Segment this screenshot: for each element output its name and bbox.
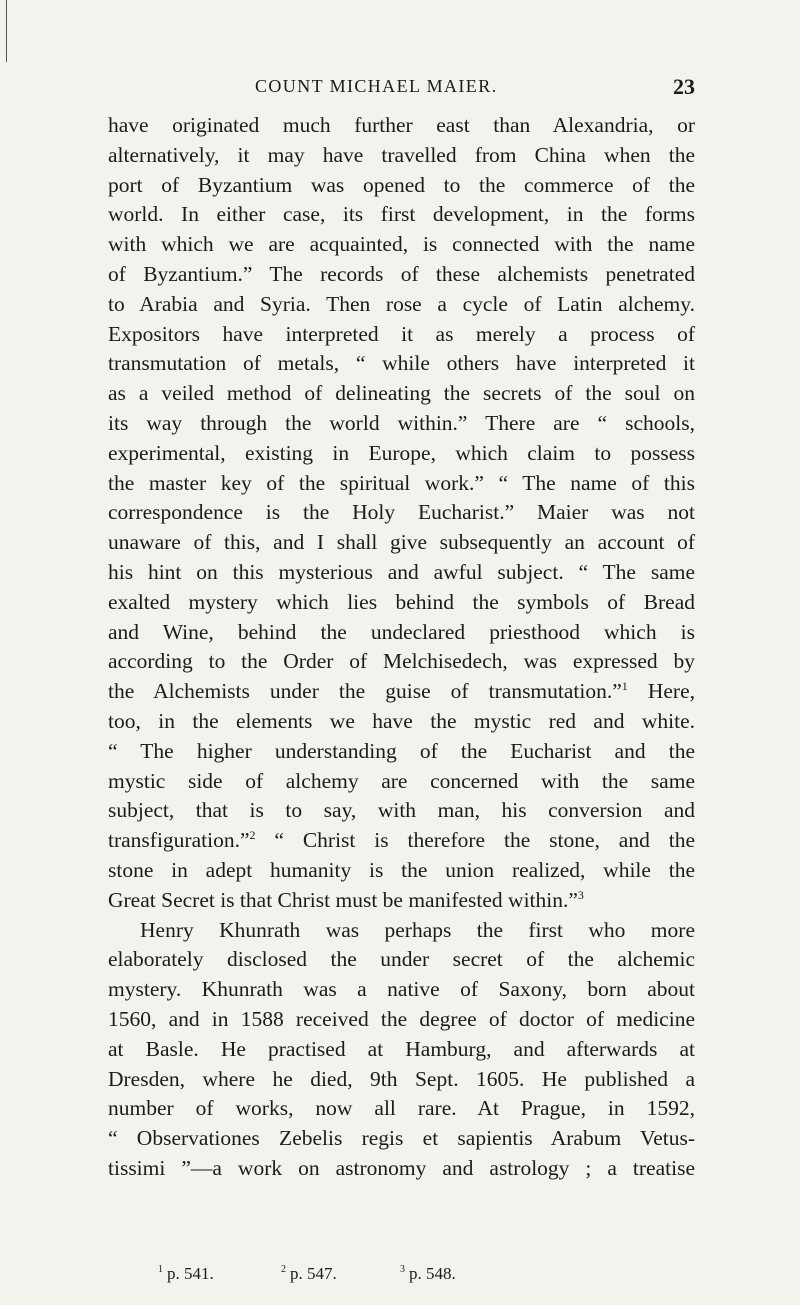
text-line [108, 409, 695, 439]
text-line [108, 498, 695, 528]
text-line [108, 260, 695, 290]
text-line [108, 111, 695, 141]
text-line-content: the master key of the spiritual work.” “ The name of this [108, 470, 695, 495]
text-line-content: “ Observationes Zebelis regis et sapientis Arabum Vetus- [108, 1126, 695, 1151]
text-line [108, 707, 695, 737]
body-text [108, 111, 695, 1184]
text-line [108, 588, 695, 618]
text-line [108, 200, 695, 230]
text-line-content: exalted mystery which lies behind the symbols of Bread [108, 589, 695, 614]
text-line [108, 379, 695, 409]
text-line [108, 469, 695, 499]
text-line [108, 290, 695, 320]
text-line-content: experimental, existing in Europe, which claim to possess [108, 440, 695, 465]
text-line-content: 1560, and in 1588 received the degree of doctor of medicine [108, 1006, 695, 1031]
text-line-content: Henry Khunrath was perhaps the first who more [140, 917, 695, 942]
text-line [108, 647, 695, 677]
text-line [108, 1094, 695, 1124]
text-line [108, 230, 695, 260]
text-line-content: subject, that is to say, with man, his conversion and [108, 798, 695, 823]
footnote-text: p. 541. [167, 1264, 214, 1283]
running-head-title: COUNT MICHAEL MAIER. [255, 76, 498, 96]
text-line-content: too, in the elements we have the mystic red and white. [108, 708, 695, 733]
text-line-content: his hint on this mysterious and awful subject. “ The same [108, 559, 695, 584]
text-line [108, 737, 695, 767]
text-line [108, 796, 695, 826]
footnote-reference: 3 [577, 887, 584, 902]
text-line [108, 975, 695, 1005]
text-line [108, 141, 695, 171]
text-line [108, 320, 695, 350]
footnote-text: p. 548. [409, 1264, 456, 1283]
text-line-content: Expositors have interpreted it as merely a process of [108, 321, 695, 346]
text-line-content: according to the Order of Melchisedech, was expressed by [108, 649, 695, 674]
text-line [108, 767, 695, 797]
text-line-content: its way through the world within.” There are “ schools, [108, 410, 695, 435]
text-line [108, 677, 695, 707]
text-line [108, 1065, 695, 1095]
text-line [108, 171, 695, 201]
text-line [108, 349, 695, 379]
text-line-content: port of Byzantium was opened to the commerce of the [108, 172, 695, 197]
text-line-content: as a veiled method of delineating the secrets of the soul on [108, 381, 695, 406]
footnote-text: p. 547. [290, 1264, 337, 1283]
text-line-content: number of works, now all rare. At Prague, in 1592, [108, 1096, 695, 1121]
text-line [108, 1035, 695, 1065]
footnote [158, 1264, 214, 1284]
footnote [281, 1264, 337, 1284]
text-line [108, 916, 695, 946]
text-line-content: alternatively, it may have travelled from China when the [108, 142, 695, 167]
text-line-content: transmutation of metals, “ while others have interpreted it [108, 351, 695, 376]
text-line-content: Dresden, where he died, 9th Sept. 1605. He published a [108, 1066, 695, 1091]
text-line-content: correspondence is the Holy Eucharist.” Maier was not [108, 500, 695, 525]
text-line-content: at Basle. He practised at Hamburg, and afterwards at [108, 1036, 695, 1061]
text-line [108, 1124, 695, 1154]
text-line [108, 826, 695, 856]
footnote-reference: 1 [621, 679, 628, 694]
footnotes [158, 1264, 658, 1290]
text-line-content: tissimi ”—a work on astronomy and astrology ; a treatise [108, 1155, 695, 1180]
text-line-content: elaborately disclosed the under secret of the alchemic [108, 947, 695, 972]
text-line-content: transfiguration.” [108, 828, 250, 853]
running-head [0, 76, 800, 104]
text-line [108, 439, 695, 469]
text-line [108, 528, 695, 558]
text-line-content: and Wine, behind the undeclared priesthood which is [108, 619, 695, 644]
text-line-content: to Arabia and Syria. Then rose a cycle of Latin alchemy. [108, 291, 695, 316]
text-line-content: the Alchemists under the guise of transmutation.” [108, 679, 622, 704]
text-line-content: “ The higher understanding of the Eucharist and the [108, 738, 695, 763]
text-line [108, 856, 695, 886]
text-line [108, 1154, 695, 1184]
text-line-content: stone in adept humanity is the union realized, while the [108, 857, 695, 882]
text-line-content: have originated much further east than Alexandria, or [108, 113, 695, 137]
text-line [108, 618, 695, 648]
text-line-content: with which we are acquainted, is connected with the name [108, 232, 695, 257]
text-line-content: of Byzantium.” The records of these alchemists penetrated [108, 261, 695, 286]
text-line-content: Great Secret is that Christ must be manifested within.” [108, 887, 578, 912]
text-line-content: unaware of this, and I shall give subsequently an account of [108, 530, 695, 555]
text-line-content: world. In either case, its first development, in the forms [108, 202, 695, 227]
text-line [108, 1005, 695, 1035]
footnote-reference: 2 [249, 828, 256, 843]
text-line-content: mystic side of alchemy are concerned with the same [108, 768, 695, 793]
footnote [400, 1264, 456, 1284]
page-number: 23 [673, 74, 695, 99]
text-line [108, 886, 695, 916]
footnote-marker: 2 [281, 1264, 286, 1275]
text-line [108, 558, 695, 588]
footnote-marker: 1 [158, 1264, 163, 1275]
text-line-content: mystery. Khunrath was a native of Saxony, born about [108, 977, 695, 1002]
text-line [108, 945, 695, 975]
text-line-continuation: “ Christ is therefore the stone, and the [255, 828, 695, 853]
page-edge-line [6, 0, 7, 62]
footnote-marker: 3 [400, 1264, 405, 1275]
text-line-continuation: Here, [627, 679, 695, 704]
